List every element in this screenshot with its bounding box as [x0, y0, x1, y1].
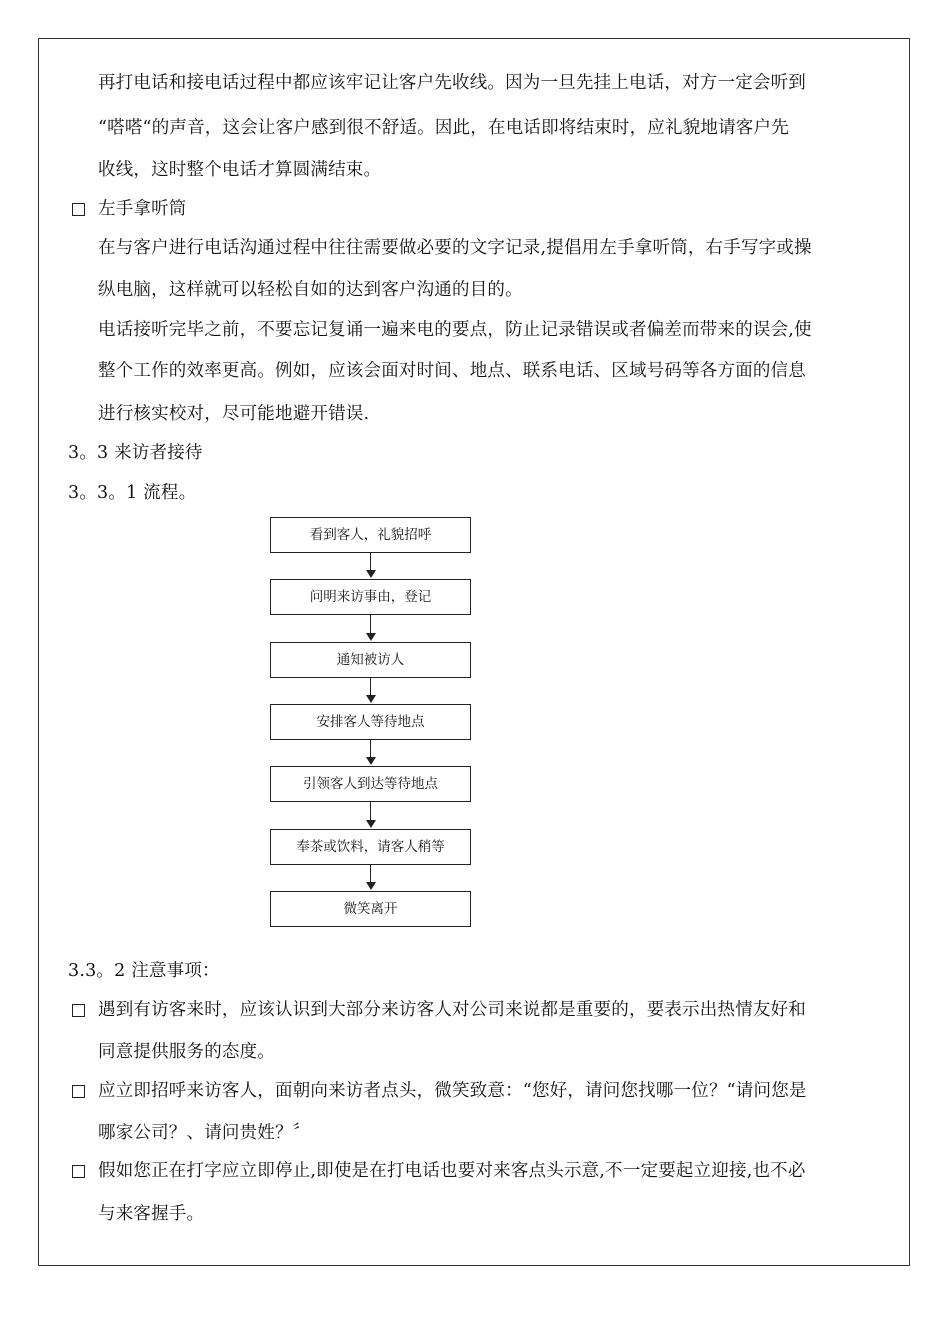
- body-text-line: “嗒嗒“的声音，这会让客户感到很不舒适。因此，在电话即将结束时，应礼貌地请客户先: [98, 118, 789, 138]
- body-text-line: 进行核实校对，尽可能地避开错误.: [98, 404, 370, 424]
- body-text-line: 收线，这时整个电话才算圆满结束。: [98, 160, 382, 180]
- flow-connector: [370, 740, 371, 757]
- flow-connector: [370, 615, 371, 633]
- arrow-down-icon: [366, 633, 376, 641]
- flow-step: 奉茶或饮料，请客人稍等: [270, 829, 471, 865]
- flow-step: 通知被访人: [270, 642, 471, 678]
- flow-step: 看到客人，礼貌招呼: [270, 517, 471, 553]
- body-text-line: 与来客握手。: [98, 1204, 205, 1224]
- body-text-line: 电话接听完毕之前，不要忘记复诵一遍来电的要点，防止记录错误或者偏差而带来的误会,使: [98, 320, 812, 340]
- flow-connector: [370, 678, 371, 695]
- arrow-down-icon: [366, 820, 376, 828]
- checkbox-icon: [72, 1165, 85, 1178]
- checkbox-icon: [72, 203, 85, 216]
- flow-step: 问明来访事由，登记: [270, 579, 471, 615]
- arrow-down-icon: [366, 570, 376, 578]
- checkbox-icon: [72, 1004, 85, 1017]
- section-heading: 3。3。1 流程。: [68, 483, 197, 503]
- body-text-line: 整个工作的效率更高。例如，应该会面对时间、地点、联系电话、区域号码等各方面的信息: [98, 361, 806, 381]
- body-text-line: 纵电脑，这样就可以轻松自如的达到客户沟通的目的。: [98, 280, 523, 300]
- body-text-line: 哪家公司？、请问贵姓？〞: [98, 1123, 311, 1143]
- arrow-down-icon: [366, 882, 376, 890]
- flow-connector: [370, 865, 371, 882]
- body-text-line: 应立即招呼来访客人，面朝向来访者点头，微笑致意：“您好，请问您找哪一位？“请问您是: [98, 1081, 807, 1101]
- item-heading: 左手拿听筒: [98, 199, 187, 219]
- arrow-down-icon: [366, 757, 376, 765]
- body-text-line: 假如您正在打字应立即停止,即使是在打电话也要对来客点头示意,不一定要起立迎接,也不必: [98, 1161, 806, 1181]
- flow-step: 微笑离开: [270, 891, 471, 927]
- body-text-line: 遇到有访客来时，应该认识到大部分来访客人对公司来说都是重要的，要表示出热情友好和: [98, 1000, 806, 1020]
- section-heading: 3。3 来访者接待: [68, 443, 203, 463]
- section-heading: 3.3。2 注意事项：: [68, 961, 220, 981]
- flow-connector: [370, 553, 371, 570]
- body-text-line: 在与客户进行电话沟通过程中往往需要做必要的文字记录,提倡用左手拿听筒，右手写字或操: [98, 238, 812, 258]
- body-text-line: 同意提供服务的态度。: [98, 1042, 275, 1062]
- flow-connector: [370, 802, 371, 820]
- flow-step: 引领客人到达等待地点: [270, 766, 471, 802]
- flow-step: 安排客人等待地点: [270, 704, 471, 740]
- body-text-line: 再打电话和接电话过程中都应该牢记让客户先收线。因为一旦先挂上电话，对方一定会听到: [98, 73, 806, 93]
- arrow-down-icon: [366, 695, 376, 703]
- checkbox-icon: [72, 1085, 85, 1098]
